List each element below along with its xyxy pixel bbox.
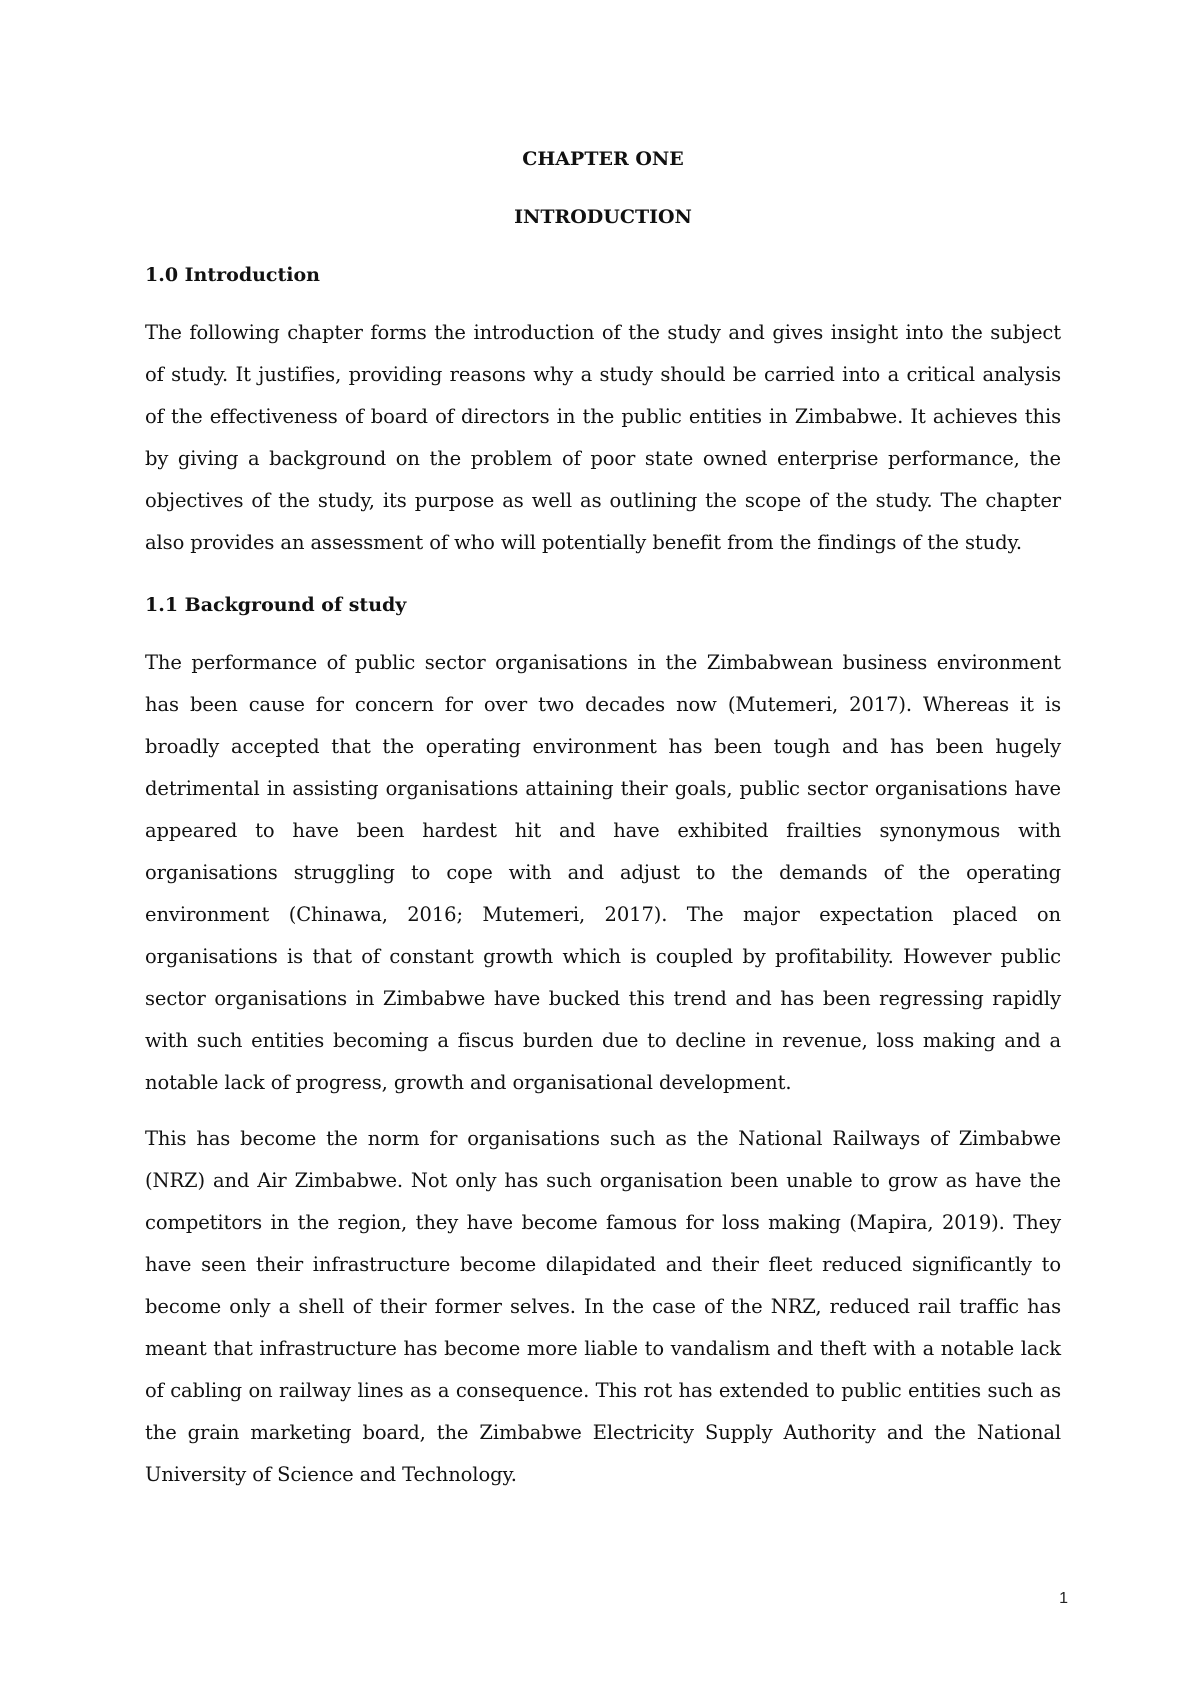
- page-number: 1: [1059, 1590, 1068, 1607]
- page-content: [145, 148, 1061, 1496]
- chapter-title: CHAPTER ONE: [522, 148, 684, 170]
- chapter-subtitle: INTRODUCTION: [514, 206, 692, 228]
- section-heading-introduction: 1.0 Introduction: [145, 264, 320, 286]
- paragraph-background-2: This has become the norm for organisations such as the National Railways of Zimbabwe (NRZ) and Air Zimbabwe. Not only has such organisation been unable to grow as have the competitors in the region, they have become famous for loss making (Mapira, 2019). They have seen their infrastructure become dilapidated and their fleet reduced significantly to become only a shell of their former selves. In the case of the NRZ, reduced rail traffic has meant that infrastructure has become more liable to vandalism and theft with a notable lack of cabling on railway lines as a consequence. This rot has extended to public entities such as the grain marketing board, the Zimbabwe Electricity Supply Authority and the National University of Science and Technology.: [145, 1127, 1061, 1486]
- section-heading-background: 1.1 Background of study: [145, 594, 407, 616]
- paragraph-background-1: The performance of public sector organisations in the Zimbabwean business environment has been cause for concern for over two decades now (Mutemeri, 2017). Whereas it is broadly accepted that the operating environment has been tough and has been hugely detrimental in assisting organisations attaining their goals, public sector organisations have appeared to have been hardest hit and have exhibited frailties synonymous with organisations struggling to cope with and adjust to the demands of the operating environment (Chinawa, 2016; Mutemeri, 2017). The major expectation placed on organisations is that of constant growth which is coupled by profitability. However public sector organisations in Zimbabwe have bucked this trend and has been regressing rapidly with such entities becoming a fiscus burden due to decline in revenue, loss making and a notable lack of progress, growth and organisational development.: [145, 651, 1061, 1094]
- paragraph-introduction: The following chapter forms the introduction of the study and gives insight into the subject of study. It justifies, providing reasons why a study should be carried into a critical analysis of the effectiveness of board of directors in the public entities in Zimbabwe. It achieves this by giving a background on the problem of poor state owned enterprise performance, the objectives of the study, its purpose as well as outlining the scope of the study. The chapter also provides an assessment of who will potentially benefit from the findings of the study.: [145, 321, 1061, 554]
